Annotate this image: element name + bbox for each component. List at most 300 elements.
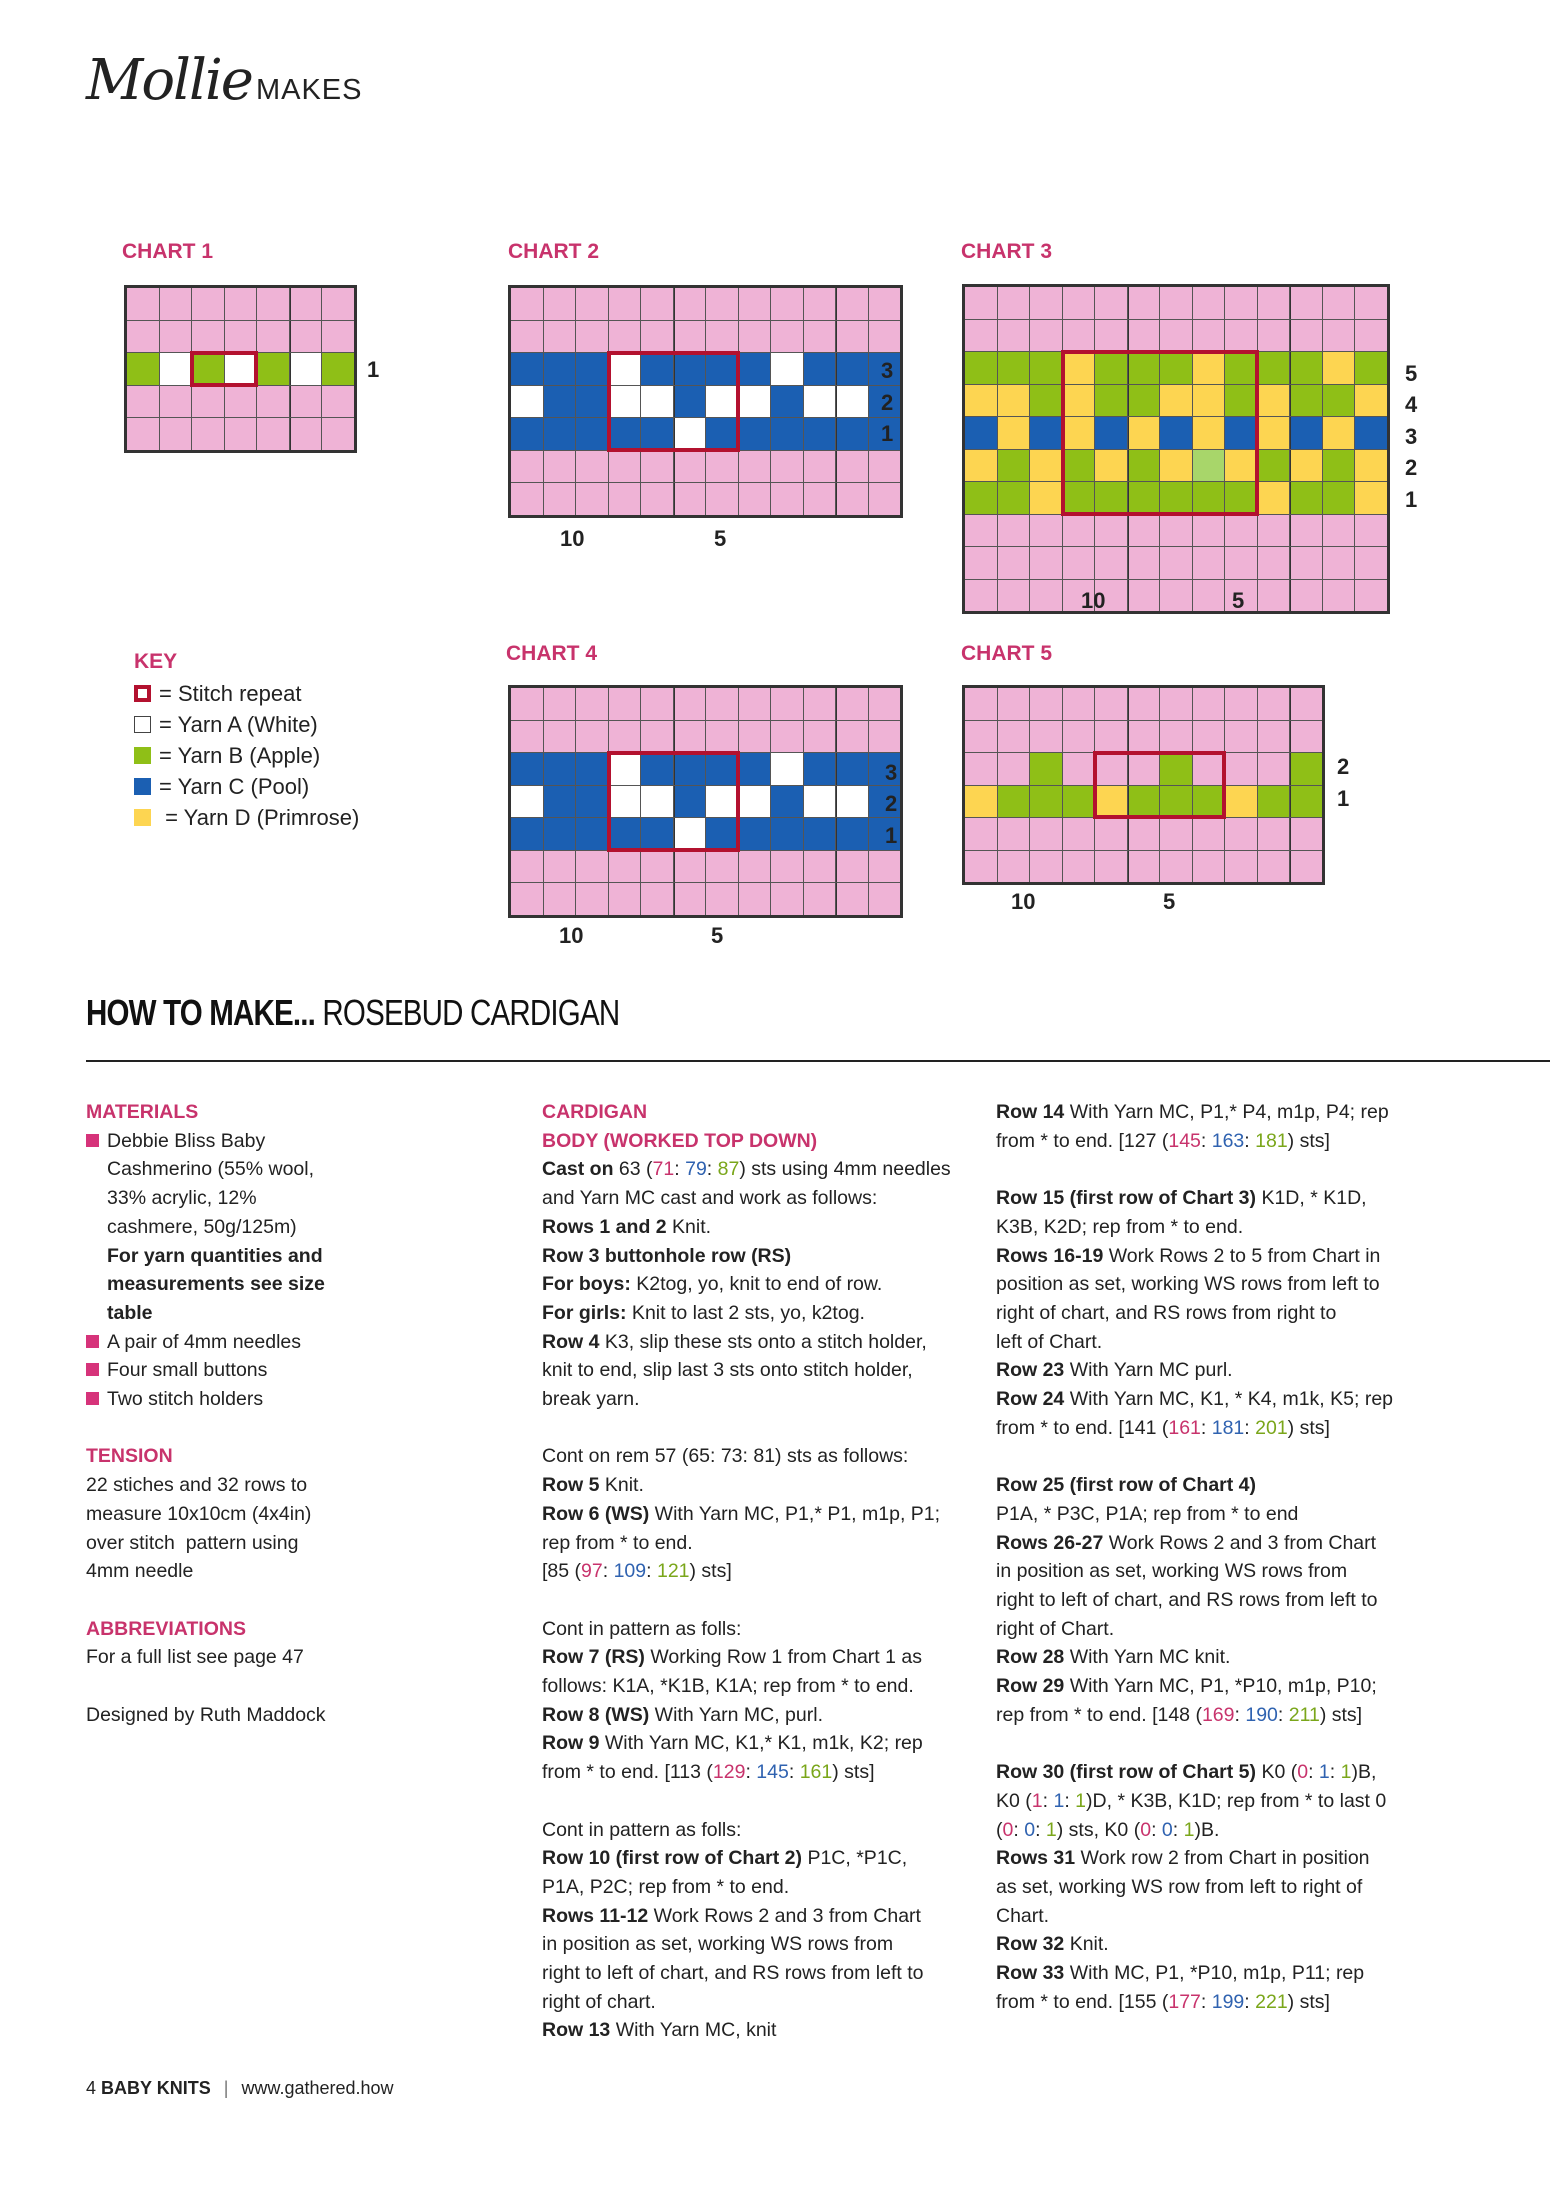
chart-cell <box>576 353 608 385</box>
chart-cell <box>576 786 608 818</box>
chart-cell <box>706 418 738 450</box>
chart-cell <box>1290 385 1322 417</box>
chart-cell <box>706 883 738 915</box>
chart-cell <box>1095 753 1127 785</box>
chart-cell <box>1128 385 1160 417</box>
chart-cell <box>1128 688 1160 720</box>
designer-credit: Designed by Ruth Maddock <box>86 1703 326 1726</box>
chart-cell <box>1160 688 1192 720</box>
chart-cell <box>804 688 836 720</box>
chart-cell <box>1128 450 1160 482</box>
footer-url: www.gathered.how <box>241 2078 394 2098</box>
chart-cell <box>706 786 738 818</box>
section-heading <box>86 992 619 1034</box>
chart-cell <box>739 851 771 883</box>
abbreviations-title: ABBREVIATIONS <box>86 1617 246 1640</box>
chart-cell <box>1128 287 1160 319</box>
chart-cell <box>1225 450 1257 482</box>
chart-cell <box>257 418 289 450</box>
chart-cell <box>1128 482 1160 514</box>
chart-cell <box>1290 786 1322 818</box>
chart-cell <box>1290 688 1322 720</box>
key-item <box>134 771 359 802</box>
chart-cell <box>1095 287 1127 319</box>
chart-cell <box>1063 482 1095 514</box>
chart-cell <box>804 883 836 915</box>
chart-cell <box>322 353 354 385</box>
chart-cell <box>576 818 608 850</box>
chart-cell <box>804 753 836 785</box>
chart-cell <box>544 418 576 450</box>
chart-cell <box>998 515 1030 547</box>
chart-cell <box>1128 417 1160 449</box>
chart-cell <box>674 483 706 515</box>
yarn-line: Debbie Bliss Baby <box>107 1129 266 1152</box>
chart-cell <box>965 385 997 417</box>
chart-cell <box>804 386 836 418</box>
chart-cell <box>739 386 771 418</box>
chart-cell <box>641 418 673 450</box>
chart-4-grid <box>508 685 903 918</box>
yarn-note: table <box>107 1301 153 1324</box>
chart-cell <box>225 353 257 385</box>
chart-4-row-label: 1 <box>885 823 898 848</box>
chart-cell <box>1030 287 1062 319</box>
chart-cell <box>674 883 706 915</box>
chart-cell <box>1160 450 1192 482</box>
chart-cell <box>998 818 1030 850</box>
chart-cell <box>804 353 836 385</box>
page-number: 4 <box>86 2078 97 2098</box>
chart-cell <box>998 753 1030 785</box>
chart-cell <box>609 883 641 915</box>
chart-cell <box>869 483 901 515</box>
chart-cell <box>544 818 576 850</box>
chart-cell <box>576 721 608 753</box>
chart-cell <box>641 721 673 753</box>
chart-3-grid <box>962 284 1390 614</box>
chart-4-row-label: 2 <box>885 791 898 816</box>
chart-cell <box>998 417 1030 449</box>
chart-cell <box>1063 450 1095 482</box>
chart-cell <box>192 353 224 385</box>
chart-cell <box>641 386 673 418</box>
chart-cell <box>225 288 257 320</box>
chart-cell <box>609 851 641 883</box>
chart-cell <box>674 721 706 753</box>
chart-cell <box>1323 580 1355 612</box>
yarn-line: 33% acrylic, 12% <box>107 1187 257 1210</box>
chart-cell <box>290 418 322 450</box>
chart-cell <box>511 418 543 450</box>
chart-cell <box>771 321 803 353</box>
tension-title: TENSION <box>86 1445 173 1468</box>
chart-cell <box>965 482 997 514</box>
chart-cell <box>998 721 1030 753</box>
chart-cell <box>1128 515 1160 547</box>
chart-cell <box>225 418 257 450</box>
chart-cell <box>641 483 673 515</box>
yarn-c-swatch-icon <box>134 778 151 795</box>
chart-cell <box>998 688 1030 720</box>
chart-cell <box>804 818 836 850</box>
chart-cell <box>609 753 641 785</box>
chart-cell <box>511 818 543 850</box>
bullet-icon <box>86 1335 99 1348</box>
chart-cell <box>965 547 997 579</box>
key-item <box>134 709 359 740</box>
footer-separator: | <box>223 2078 229 2098</box>
chart-cell <box>1160 287 1192 319</box>
materials-title: MATERIALS <box>86 1101 199 1123</box>
chart-cell <box>290 321 322 353</box>
chart-cell <box>1030 515 1062 547</box>
chart-cell <box>511 883 543 915</box>
chart-cell <box>1128 786 1160 818</box>
chart-cell <box>1225 688 1257 720</box>
chart-cell <box>1355 450 1387 482</box>
heading-bold: HOW TO MAKE... <box>86 992 316 1033</box>
chart-cell <box>804 418 836 450</box>
chart-cell <box>998 851 1030 883</box>
chart-cell <box>544 851 576 883</box>
yarn-d-swatch-icon <box>134 809 151 826</box>
chart-cell <box>869 288 901 320</box>
chart-cell <box>511 386 543 418</box>
chart-5-row-label: 1 <box>1337 786 1350 811</box>
chart-cell <box>804 321 836 353</box>
chart-cell <box>1225 287 1257 319</box>
chart-1-grid <box>124 285 357 453</box>
chart-cell <box>1128 818 1160 850</box>
chart-cell <box>674 786 706 818</box>
chart-cell <box>1160 320 1192 352</box>
chart-cell <box>1160 818 1192 850</box>
chart-cell <box>576 288 608 320</box>
chart-cell <box>1355 352 1387 384</box>
chart-cell <box>257 353 289 385</box>
chart-cell <box>1160 786 1192 818</box>
bullet-icon <box>86 1134 99 1147</box>
chart-cell <box>739 418 771 450</box>
chart-3-col-label: 10 <box>1081 588 1106 613</box>
chart-cell <box>609 386 641 418</box>
material-item: A pair of 4mm needles <box>107 1330 302 1353</box>
chart-cell <box>998 385 1030 417</box>
chart-cell <box>1258 320 1290 352</box>
chart-cell <box>576 386 608 418</box>
chart-cell <box>1193 818 1225 850</box>
chart-cell <box>1225 385 1257 417</box>
material-item: Four small buttons <box>107 1359 268 1382</box>
chart-cell <box>804 786 836 818</box>
chart-cell <box>836 786 868 818</box>
chart-cell <box>1258 352 1290 384</box>
chart-cell <box>965 818 997 850</box>
chart-cell <box>1290 287 1322 319</box>
chart-cell <box>739 483 771 515</box>
column-continued: Row 14 With Yarn MC, P1,* P4, m1p, P4; rep from * to end. [127 (145: 163: 181) sts] Row 15 (first row of Chart 3) K1D, * K1D, K3B, K2D; rep from * to end. Rows 16-19 Work Rows 2 to 5 from Chart in position as set, working WS rows from left to right of chart, and RS rows from right to left of Chart. Row 23 With Yarn MC purl. Row 24 With Yarn MC, K1, * K4, m1k, K5; rep from * to end. [141 (161: 181: 201) sts] Row 25 (first row of Chart 4) P1A, * P3C, P1A; rep from * to end Rows 26-27 Work Rows 2 and 3 from Chart in position as set, working WS rows from right to left of chart, and RS rows from left to right of Chart. Row 28 With Yarn MC knit. Row 29 With Yarn MC, P1, *P10, m1p, P10; rep from * to end. [148 (169: 190: 211) sts] Row 30 (first row of Chart 5) K0 (0: 1: 1)B, K0 (1: 1: 1)D, * K3B, K1D; rep from * to last 0 (0: 0: 1) sts, K0 (0: 0: 1)B. Rows 31 Work row 2 from Chart in position as set, working WS row from left to right of Chart. Row 32 Knit. Row 33 With MC, P1, *P10, m1p, P11; rep from * to end. [155 (177: 199: 221) sts] <box>996 1101 1394 2013</box>
chart-cell <box>771 851 803 883</box>
chart-cell <box>1160 547 1192 579</box>
chart-cell <box>609 288 641 320</box>
chart-cell <box>998 786 1030 818</box>
chart-cell <box>771 688 803 720</box>
chart-cell <box>544 688 576 720</box>
chart-cell <box>1355 417 1387 449</box>
chart-cell <box>1095 515 1127 547</box>
chart-cell <box>1193 515 1225 547</box>
chart-cell <box>1290 851 1322 883</box>
chart-cell <box>1030 320 1062 352</box>
key-label: = Yarn D (Primrose) <box>159 804 360 830</box>
chart-cell <box>576 451 608 483</box>
chart-cell <box>1063 320 1095 352</box>
chart-cell <box>965 320 997 352</box>
chart-cell <box>1063 515 1095 547</box>
logo-makes: MAKES <box>255 74 363 106</box>
chart-cell <box>965 688 997 720</box>
chart-cell <box>1225 753 1257 785</box>
chart-cell <box>1030 417 1062 449</box>
section-rule <box>86 1060 1550 1062</box>
chart-cell <box>1193 450 1225 482</box>
chart-cell <box>1258 753 1290 785</box>
chart-cell <box>739 753 771 785</box>
chart-cell <box>160 321 192 353</box>
chart-cell <box>1355 515 1387 547</box>
chart-cell <box>544 483 576 515</box>
chart-cell <box>290 288 322 320</box>
materials-item <box>86 1385 426 1414</box>
chart-cell <box>1095 320 1127 352</box>
chart-cell <box>804 483 836 515</box>
chart-cell <box>965 287 997 319</box>
chart-cell <box>257 321 289 353</box>
chart-3-title: CHART 3 <box>961 240 1053 263</box>
chart-cell <box>706 818 738 850</box>
chart-cell <box>641 321 673 353</box>
chart-cell <box>836 288 868 320</box>
chart-cell <box>1128 547 1160 579</box>
chart-cell <box>322 418 354 450</box>
chart-cell <box>1355 547 1387 579</box>
chart-cell <box>1030 450 1062 482</box>
chart-cell <box>1128 580 1160 612</box>
chart-cell <box>1193 851 1225 883</box>
chart-cell <box>1290 352 1322 384</box>
chart-cell <box>1160 385 1192 417</box>
chart-cell <box>1030 482 1062 514</box>
chart-cell <box>641 753 673 785</box>
chart-cell <box>1258 580 1290 612</box>
chart-cell <box>576 483 608 515</box>
chart-cell <box>576 321 608 353</box>
chart-cell <box>1323 287 1355 319</box>
chart-cell <box>544 753 576 785</box>
chart-cell <box>706 721 738 753</box>
chart-cell <box>739 688 771 720</box>
chart-cell <box>1355 287 1387 319</box>
chart-1-row-label: 1 <box>367 357 380 382</box>
chart-key <box>134 650 359 833</box>
chart-cell <box>998 287 1030 319</box>
chart-2-row-label: 3 <box>881 358 894 383</box>
chart-cell <box>511 451 543 483</box>
chart-cell <box>706 353 738 385</box>
chart-cell <box>544 786 576 818</box>
yarn-line: cashmere, 50g/125m) <box>107 1215 297 1238</box>
chart-cell <box>544 321 576 353</box>
chart-cell <box>192 418 224 450</box>
key-item <box>134 802 359 833</box>
chart-cell <box>998 450 1030 482</box>
chart-cell <box>965 450 997 482</box>
materials-item <box>86 1356 426 1385</box>
chart-cell <box>1290 818 1322 850</box>
chart-cell <box>641 786 673 818</box>
yarn-line: Cashmerino (55% wool, <box>107 1158 315 1181</box>
key-item <box>134 678 359 709</box>
chart-cell <box>1128 721 1160 753</box>
chart-cell <box>1160 515 1192 547</box>
chart-cell <box>1063 688 1095 720</box>
chart-cell <box>160 418 192 450</box>
chart-cell <box>1290 450 1322 482</box>
key-label: = Yarn B (Apple) <box>159 742 321 768</box>
chart-cell <box>290 386 322 418</box>
chart-cell <box>1323 385 1355 417</box>
chart-cell <box>1030 818 1062 850</box>
chart-cell <box>609 353 641 385</box>
chart-2-col-label: 5 <box>714 526 727 551</box>
chart-cell <box>1030 580 1062 612</box>
chart-cell <box>739 721 771 753</box>
chart-cell <box>1160 753 1192 785</box>
chart-5-col-label: 10 <box>1011 889 1036 914</box>
chart-4-row-label: 3 <box>885 760 898 785</box>
chart-cell <box>1258 547 1290 579</box>
chart-cell <box>511 786 543 818</box>
chart-cell <box>1290 753 1322 785</box>
chart-cell <box>1095 786 1127 818</box>
chart-cell <box>641 851 673 883</box>
chart-cell <box>998 482 1030 514</box>
chart-cell <box>869 721 901 753</box>
chart-cell <box>1193 688 1225 720</box>
key-label: = Stitch repeat <box>159 680 302 706</box>
chart-cell <box>674 818 706 850</box>
chart-cell <box>609 688 641 720</box>
chart-cell <box>771 786 803 818</box>
tension-line: over stitch pattern using <box>86 1531 299 1554</box>
chart-4-col-label: 5 <box>711 923 724 948</box>
chart-cell <box>1323 482 1355 514</box>
chart-cell <box>1225 515 1257 547</box>
chart-cell <box>836 818 868 850</box>
chart-cell <box>641 883 673 915</box>
chart-cell <box>1258 385 1290 417</box>
chart-cell <box>1095 482 1127 514</box>
tension-line: measure 10x10cm (4x4in) <box>86 1502 312 1525</box>
chart-cell <box>609 451 641 483</box>
chart-cell <box>160 288 192 320</box>
chart-cell <box>836 386 868 418</box>
chart-cell <box>771 883 803 915</box>
chart-cell <box>836 418 868 450</box>
chart-cell <box>127 353 159 385</box>
chart-cell <box>1355 580 1387 612</box>
chart-cell <box>836 483 868 515</box>
chart-cell <box>1258 417 1290 449</box>
chart-cell <box>127 418 159 450</box>
chart-cell <box>511 721 543 753</box>
bullet-icon <box>86 1392 99 1405</box>
chart-cell <box>804 721 836 753</box>
chart-cell <box>674 688 706 720</box>
chart-cell <box>1160 417 1192 449</box>
materials-yarn <box>86 1127 426 1328</box>
chart-cell <box>1063 287 1095 319</box>
chart-cell <box>1030 721 1062 753</box>
chart-cell <box>1355 320 1387 352</box>
chart-cell <box>1193 580 1225 612</box>
chart-cell <box>771 288 803 320</box>
chart-cell <box>869 451 901 483</box>
tension-line: 22 stiches and 32 rows to <box>86 1474 308 1497</box>
chart-cell <box>1030 688 1062 720</box>
chart-cell <box>836 753 868 785</box>
chart-cell <box>1063 818 1095 850</box>
chart-cell <box>225 386 257 418</box>
chart-cell <box>836 851 868 883</box>
chart-cell <box>1355 482 1387 514</box>
chart-cell <box>127 288 159 320</box>
chart-cell <box>739 451 771 483</box>
brand-logo <box>86 48 362 113</box>
chart-cell <box>739 883 771 915</box>
chart-cell <box>674 753 706 785</box>
material-item: Two stitch holders <box>107 1388 264 1411</box>
chart-cell <box>965 417 997 449</box>
abbreviations-text: For a full list see page 47 <box>86 1646 304 1669</box>
bullet-icon <box>86 1363 99 1376</box>
chart-cell <box>127 321 159 353</box>
chart-cell <box>576 883 608 915</box>
chart-cell <box>674 321 706 353</box>
chart-cell <box>544 353 576 385</box>
chart-cell <box>1160 580 1192 612</box>
chart-cell <box>1030 547 1062 579</box>
chart-cell <box>322 386 354 418</box>
chart-cell <box>965 515 997 547</box>
chart-cell <box>511 353 543 385</box>
chart-cell <box>1193 482 1225 514</box>
chart-cell <box>998 352 1030 384</box>
chart-5-col-label: 5 <box>1163 889 1176 914</box>
chart-3-col-label: 5 <box>1232 588 1245 613</box>
chart-cell <box>869 851 901 883</box>
chart-cell <box>1030 385 1062 417</box>
chart-cell <box>1323 320 1355 352</box>
chart-3-row-label: 1 <box>1405 487 1418 512</box>
chart-cell <box>576 418 608 450</box>
chart-cell <box>225 321 257 353</box>
chart-cell <box>641 818 673 850</box>
chart-2-col-label: 10 <box>560 526 585 551</box>
chart-cell <box>1030 786 1062 818</box>
chart-cell <box>609 721 641 753</box>
